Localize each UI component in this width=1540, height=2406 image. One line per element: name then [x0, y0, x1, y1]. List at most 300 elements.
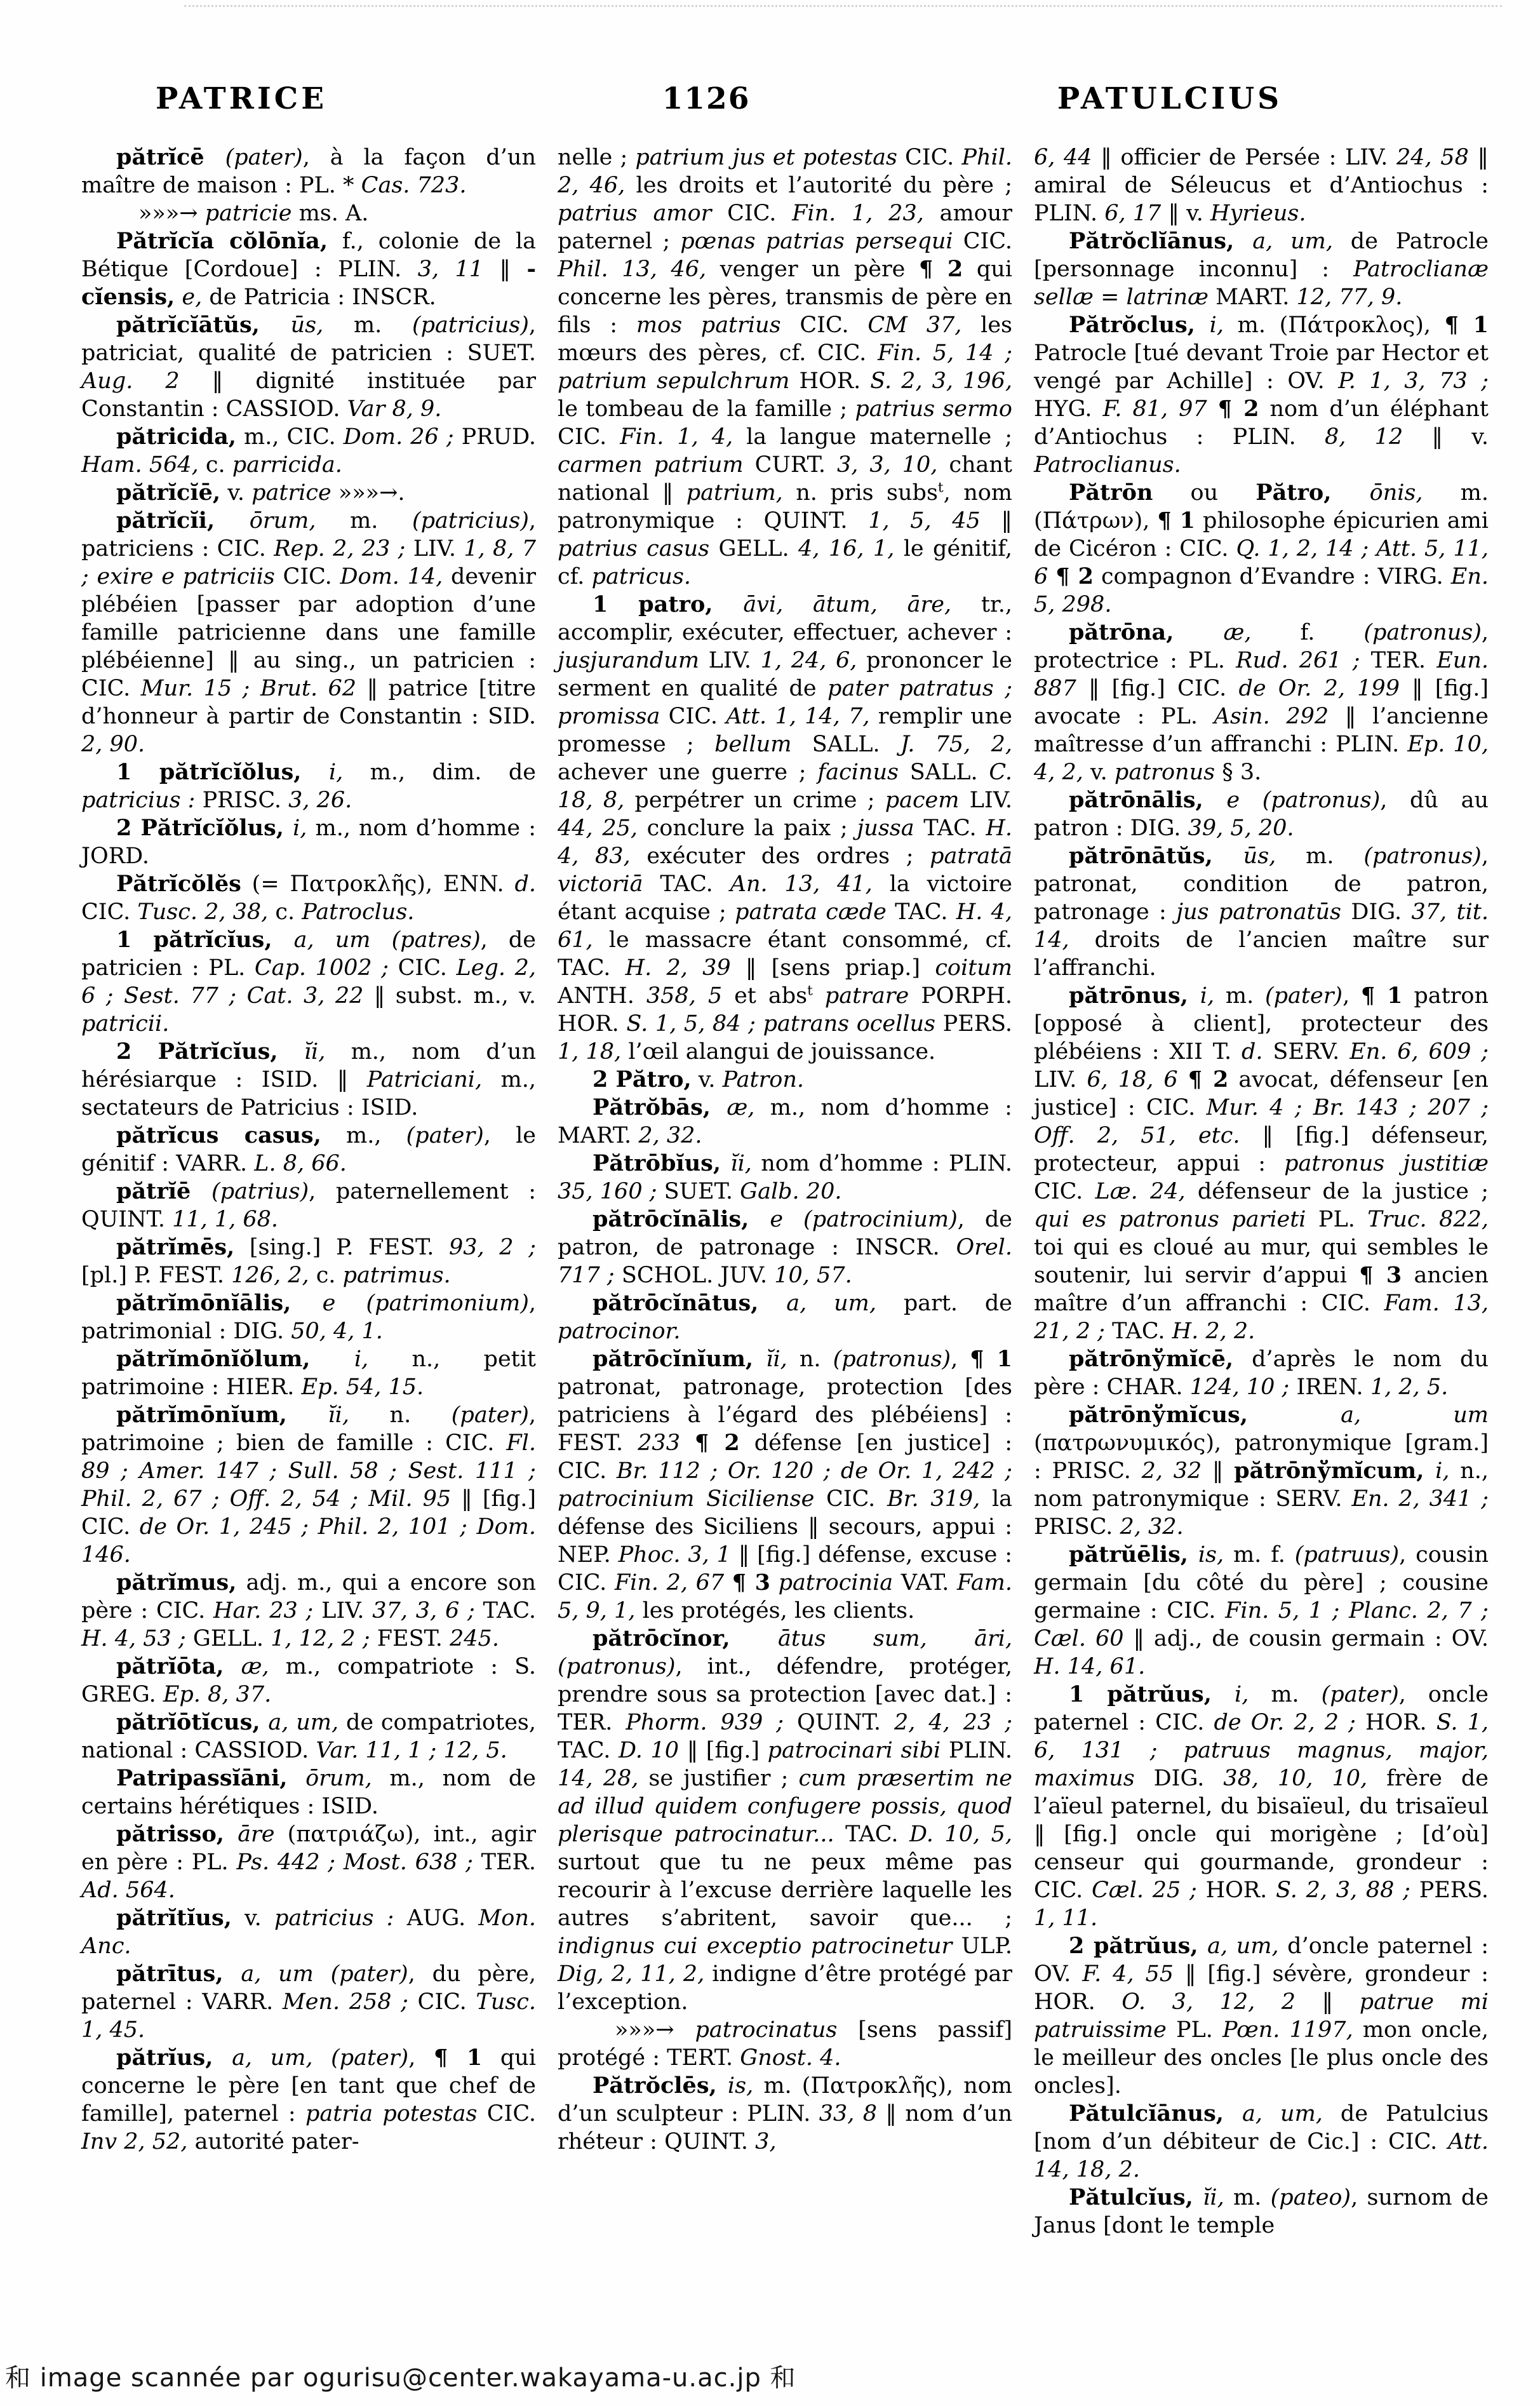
- dictionary-entry: [558, 1345, 1012, 1625]
- text-run: pătrōcĭnālis,: [593, 1206, 770, 1232]
- text-run: de Or. 1, 242 ;: [840, 1458, 1012, 1484]
- text-run: S. 2, 3, 196,: [870, 368, 1012, 394]
- text-run: m., compatriote : S. GREG.: [81, 1654, 536, 1707]
- text-run: le génitif, cf.: [558, 536, 1012, 589]
- text-run: Ham. 564,: [81, 452, 199, 478]
- dictionary-entry: [1034, 2184, 1489, 2240]
- text-run: qui es patronus parieti: [1034, 1207, 1306, 1232]
- text-run: »»»→.: [331, 480, 405, 506]
- dictionary-entry: [81, 311, 536, 423]
- text-run: i,: [1209, 313, 1224, 338]
- dictionary-entry: [81, 1345, 536, 1401]
- text-run: Phorm. 939 ;: [626, 1710, 784, 1735]
- text-run: PERS.: [935, 1011, 1012, 1037]
- text-run: FEST.: [370, 1626, 450, 1651]
- text-run: etc.: [1198, 1123, 1240, 1148]
- text-run: (= Πατροκλῆς), ENN.: [241, 871, 515, 897]
- text-run: ‖ nom d’un rhéteur : QUINT.: [558, 2101, 1012, 2154]
- text-run: patrice: [251, 480, 331, 506]
- text-run: e,: [182, 285, 203, 310]
- text-run: pătrĭmus,: [116, 1569, 237, 1596]
- text-run: [89, 564, 97, 589]
- text-run: philosophe épicurien ami de Cicéron : CIC.: [1034, 508, 1489, 561]
- text-run: ‖ subst. m., v.: [363, 983, 536, 1009]
- text-run: Br. 143 ;: [1313, 1095, 1417, 1120]
- text-run: CIC.: [558, 424, 620, 450]
- dictionary-entry: [81, 423, 536, 479]
- text-run: pœnas patrias persequi: [680, 229, 953, 254]
- text-run: pătrĭtĭus,: [116, 1905, 232, 1931]
- text-run: (pateo): [1270, 2185, 1351, 2210]
- text-run: ūs,: [290, 313, 324, 338]
- text-run: ¶ 1: [1444, 312, 1489, 338]
- text-run: 2, 32.: [638, 1123, 702, 1148]
- text-run: »»»→: [138, 201, 205, 226]
- text-run: la langue maternelle ;: [733, 424, 1013, 450]
- text-run: MART.: [1209, 285, 1297, 310]
- text-run: ātus sum, āri, (patronus): [558, 1626, 1013, 1679]
- text-run: prononcer le serment en qualité de: [558, 648, 1012, 701]
- text-run: ,: [1342, 983, 1362, 1009]
- text-run: [1048, 564, 1055, 589]
- text-run: Dom. 14,: [340, 564, 443, 589]
- text-run: ‖ amiral de Séleucus et d’Antiochus : PLIN.: [1034, 145, 1489, 226]
- text-run: Ps. 442 ;: [236, 1850, 336, 1875]
- text-run: [309, 1514, 318, 1540]
- text-run: Hyrieus.: [1210, 201, 1306, 226]
- text-run: LIV.: [313, 1598, 373, 1623]
- text-run: amour paternel ;: [558, 201, 1012, 254]
- text-run: se justifier ;: [638, 1766, 799, 1791]
- text-run: 2, 32: [1141, 1458, 1202, 1484]
- page-number: 1126: [662, 81, 751, 116]
- text-run: n. pris subs: [782, 480, 938, 506]
- text-run: O. 3, 12, 2: [1122, 1989, 1296, 2015]
- text-run: coitum: [935, 955, 1012, 981]
- text-run: pătrisso,: [116, 1821, 238, 1847]
- text-run: ‖ [fig.] sévère, grondeur : HOR.: [1034, 1961, 1489, 2015]
- text-run: de Or. 1, 245 ;: [139, 1514, 309, 1540]
- text-run: Most. 638 ;: [343, 1850, 473, 1875]
- text-run: pătrōnўmĭcē,: [1069, 1346, 1234, 1372]
- text-run: æ,: [1223, 620, 1252, 645]
- text-run: m. f.: [1224, 1542, 1295, 1568]
- text-run: venger un père: [706, 257, 919, 282]
- text-run: Att. 5, 11, 6: [1034, 536, 1489, 589]
- dictionary-entry: [1034, 227, 1489, 311]
- text-run: Ep. 10, 4, 2,: [1034, 732, 1489, 785]
- text-run: Brut. 62: [260, 676, 357, 701]
- text-run: mos patrius: [636, 313, 781, 338]
- text-run: CIC.: [953, 229, 1013, 254]
- text-run: les droits et l’autorité du père ;: [625, 173, 1012, 198]
- text-run: pătrōcĭnor,: [593, 1625, 779, 1651]
- text-run: Patroclianus.: [1034, 452, 1181, 478]
- text-run: Phil. 13, 46,: [558, 257, 707, 282]
- text-run: t: [937, 480, 944, 496]
- text-run: , surnom de Janus [dont le temple: [1034, 2185, 1489, 2238]
- text-run: patronus: [1114, 760, 1215, 785]
- dictionary-entry: [81, 814, 536, 870]
- text-run: pater patratus ; promissa: [558, 676, 1013, 729]
- text-run: m., nom d’homme : MART.: [558, 1095, 1012, 1148]
- text-run: a, um, (pater): [232, 2045, 409, 2071]
- text-run: ancien maître d’un affranchi : CIC.: [1034, 1263, 1489, 1316]
- text-run: Phil. 2, 101 ;: [318, 1514, 467, 1540]
- dictionary-entry: [558, 1289, 1012, 1345]
- dictionary-entry: [81, 199, 536, 227]
- text-run: pătrōna,: [1069, 619, 1224, 645]
- text-run: ‖: [483, 257, 527, 282]
- dictionary-entry: [81, 1178, 536, 1233]
- text-run: , nom patronymique : QUINT.: [558, 480, 1012, 534]
- text-run: J. 75, 2,: [900, 732, 1012, 757]
- text-run: e (patronus): [1226, 788, 1381, 813]
- text-run: patrocinari sibi: [767, 1738, 941, 1763]
- text-run: v.: [231, 1905, 274, 1931]
- dictionary-entry: [1034, 1932, 1489, 2100]
- text-run: Off. 2, 54 ;: [229, 1486, 359, 1512]
- text-run: (pater): [451, 1402, 529, 1428]
- text-run: ,: [408, 2045, 434, 2071]
- text-run: ¶ 2: [1188, 1066, 1229, 1092]
- text-run: ¶ 3: [1359, 1262, 1402, 1288]
- text-run: TAC.: [1104, 1319, 1172, 1344]
- dictionary-entry: [1034, 1345, 1489, 1401]
- dictionary-entry: [81, 1960, 536, 2044]
- text-run: Truc. 822,: [1367, 1207, 1489, 1232]
- text-run: cum præsertim ne ad illud quidem confugere possis, quod plerisque patrocinatur...: [558, 1766, 1013, 1847]
- text-run: 35, 160 ;: [558, 1179, 657, 1204]
- text-run: Pătrŏbās,: [593, 1094, 727, 1120]
- text-run: Læ. 24,: [1095, 1179, 1186, 1204]
- text-run: PERS.: [1410, 1878, 1489, 1903]
- text-run: Mon. Anc.: [81, 1905, 536, 1959]
- text-run: ‖ l’ancienne maîtresse d’un affranchi : PLIN.: [1034, 704, 1489, 757]
- text-run: [335, 1850, 344, 1875]
- text-run: 207 ;: [1428, 1095, 1489, 1120]
- text-run: PL.: [1166, 2017, 1222, 2043]
- text-run: Dom. 146.: [81, 1514, 536, 1568]
- text-run: carmen patrium: [558, 452, 744, 478]
- text-run: , à la façon d’un maître de maison : PL. *: [81, 145, 536, 198]
- text-run: [718, 1458, 728, 1484]
- text-run: (pater): [406, 1123, 484, 1148]
- text-run: jus patronatūs: [1176, 899, 1342, 925]
- text-run: m.,: [321, 1123, 406, 1148]
- text-run: 6, 17: [1104, 201, 1162, 226]
- text-run: ĭi,: [304, 1039, 326, 1065]
- text-run: ĭi,: [730, 1151, 752, 1176]
- dictionary-entry: [81, 227, 536, 311]
- text-run: LIV.: [699, 648, 761, 673]
- text-run: PRUD.: [453, 424, 537, 450]
- text-run: , de patricien : PL.: [81, 927, 536, 981]
- text-run: GELL.: [185, 1626, 271, 1651]
- dictionary-entry: [81, 1764, 536, 1820]
- text-run: ‖ officier de Persée : LIV.: [1092, 145, 1396, 170]
- text-run: 37,: [1411, 899, 1447, 925]
- text-run: m., CIC.: [236, 424, 344, 450]
- text-run: [236, 983, 246, 1009]
- dictionary-entry: [1034, 1681, 1489, 1932]
- dictionary-entry: [1034, 1401, 1489, 1541]
- text-run: 2, 90.: [81, 732, 145, 757]
- text-run: L. 8, 66.: [254, 1151, 347, 1176]
- text-run: [sens passif] protégé : TERT.: [558, 2017, 1012, 2071]
- text-run: m., sectateurs de Patricius : ISID.: [81, 1067, 536, 1120]
- dictionary-entry: [81, 144, 536, 199]
- text-run: [756, 1011, 763, 1037]
- text-run: Cap. 1002 ;: [254, 955, 389, 981]
- text-run: i,: [1435, 1458, 1450, 1484]
- text-run: patrata cæde: [735, 899, 887, 925]
- dictionary-entry: [558, 1625, 1012, 2016]
- text-run: ou: [1153, 480, 1256, 506]
- text-run: [467, 1514, 477, 1540]
- text-run: Dig, 2, 11, 2,: [558, 1961, 705, 1987]
- text-run: a, um,: [1207, 1933, 1279, 1959]
- text-run: 245.: [450, 1626, 499, 1651]
- text-run: v.: [220, 480, 252, 506]
- text-run: [sing.] P. FEST.: [234, 1235, 450, 1260]
- text-run: Att. 14, 18, 2.: [1034, 2129, 1489, 2182]
- text-run: Pătrŏclus,: [1069, 312, 1210, 338]
- text-run: défense [en justice] : CIC.: [558, 1430, 1013, 1484]
- dictionary-entry: [558, 1150, 1012, 1206]
- text-run: Rud. 261 ;: [1236, 648, 1360, 673]
- text-run: , de patron, de patronage : INSCR.: [558, 1207, 1012, 1260]
- text-run: mon oncle, le meilleur des oncles [le plus oncle des oncles].: [1034, 2017, 1489, 2099]
- text-run: Fam. 5, 9, 1,: [558, 1570, 1012, 1623]
- text-run: HOR.: [1196, 1878, 1276, 1903]
- text-run: 2 Pătro,: [593, 1066, 692, 1092]
- text-run: pătrĭōta,: [116, 1653, 241, 1679]
- text-run: droits de l’ancien maître sur l’affranchi.: [1034, 927, 1489, 981]
- text-run: patricius :: [81, 788, 196, 813]
- text-run: § 3.: [1215, 760, 1262, 785]
- text-run: nom d’homme : PLIN.: [751, 1151, 1012, 1176]
- text-run: 1 patro,: [593, 591, 744, 617]
- text-run: ‖ [fig.] défense, excuse : CIC.: [558, 1542, 1012, 1596]
- text-run: [1158, 1738, 1184, 1763]
- text-run: exire e patriciis: [97, 564, 275, 589]
- text-run: adj. m., qui a encore son père : CIC.: [81, 1570, 536, 1623]
- text-run: Pœn. 1197,: [1222, 2017, 1353, 2043]
- text-run: CM 37,: [867, 313, 962, 338]
- dictionary-entry: [81, 507, 536, 758]
- text-run: 10, 57.: [774, 1263, 852, 1288]
- text-run: »»»→: [615, 2017, 695, 2043]
- text-run: pătrĭcĭātŭs,: [116, 312, 291, 338]
- text-run: m., nom d’homme : JORD.: [81, 816, 536, 869]
- text-run: Patripassĭāni,: [116, 1765, 306, 1791]
- text-run: achever une guerre ;: [558, 760, 818, 785]
- text-run: i,: [354, 1347, 369, 1372]
- text-run: CIC.: [274, 564, 340, 589]
- text-run: de Patrocle [personnage inconnu] :: [1034, 229, 1489, 282]
- text-run: d’après le nom du père : CHAR.: [1034, 1347, 1489, 1400]
- text-run: ¶ 1: [970, 1346, 1012, 1372]
- text-run: TAC.: [886, 899, 956, 925]
- text-run: ‖ [fig.]: [679, 1738, 768, 1763]
- text-run: tr., accomplir, exécuter, effectuer, achever :: [558, 592, 1013, 645]
- scan-credit: 和 image scannée par ogurisu@center.wakayama-u.ac.jp 和: [5, 2363, 796, 2393]
- text-run: H. 4, 53 ;: [81, 1626, 186, 1651]
- text-run: m.: [1224, 2185, 1271, 2210]
- text-run: ULP.: [952, 1933, 1012, 1959]
- text-run: m., nom de certains hérétiques : ISID.: [81, 1766, 536, 1819]
- text-run: ĭi,: [1203, 2185, 1224, 2210]
- text-run: Leg. 2, 6 ;: [81, 955, 536, 1009]
- dictionary-entry: [558, 1066, 1012, 1094]
- text-run: [1302, 1095, 1313, 1120]
- text-run: TAC.: [474, 1598, 536, 1623]
- dictionary-entry: [81, 1653, 536, 1709]
- text-run: Orel. 717 ;: [558, 1235, 1012, 1288]
- dictionary-entry: [81, 1569, 536, 1653]
- text-run: DIG.: [1341, 899, 1412, 925]
- text-run: a, um (patres): [293, 927, 481, 953]
- text-run: toi qui es cloué au mur, qui sembles le soutenir, lui servir d’appui: [1034, 1235, 1489, 1288]
- text-run: Cat. 3, 22: [246, 983, 364, 1009]
- text-run: QUINT.: [784, 1710, 894, 1735]
- text-run: 3, 26.: [288, 788, 352, 813]
- text-run: ¶ 1: [1361, 983, 1403, 1009]
- text-run: pătrōcĭnātus,: [593, 1290, 787, 1316]
- text-run: pătrĭmōnĭum,: [116, 1402, 328, 1428]
- column-2: [558, 144, 1012, 2240]
- text-run: Sest. 111 ;: [408, 1458, 536, 1484]
- text-run: [680, 1430, 695, 1456]
- text-run: pătrĭus,: [116, 2045, 232, 2071]
- text-run: [1369, 536, 1376, 561]
- text-run: LIV.: [959, 788, 1013, 813]
- text-run: (patricius): [412, 508, 529, 534]
- text-run: 24, 58: [1396, 145, 1469, 170]
- text-run: ‖: [980, 508, 1012, 534]
- text-run: 1, 2, 5.: [1370, 1374, 1449, 1400]
- text-run: CIC.: [477, 2101, 536, 2127]
- column-1: [81, 144, 536, 2240]
- text-run: 1, 5, 45: [868, 508, 981, 534]
- text-run: pătrōnus,: [1069, 983, 1200, 1009]
- text-run: n., nom patronymique : SERV.: [1034, 1458, 1489, 1512]
- text-run: 33, 8: [819, 2101, 878, 2127]
- text-run: TAC.: [914, 816, 986, 841]
- text-run: (pater): [225, 145, 303, 170]
- text-run: (patricius): [412, 313, 529, 338]
- text-run: (pater): [1265, 983, 1343, 1009]
- text-run: PLIN.: [941, 1738, 1012, 1763]
- text-run: DIG.: [1134, 1766, 1224, 1791]
- text-run: d.: [1242, 1039, 1263, 1065]
- text-run: compagnon d’Evandre : VIRG.: [1093, 564, 1451, 589]
- text-run: Patroclianæ sellæ = latrinæ: [1034, 257, 1489, 310]
- text-run: ōrum,: [249, 508, 316, 534]
- text-run: [1176, 1123, 1198, 1148]
- text-run: Amer. 147 ;: [139, 1458, 278, 1484]
- text-run: n.: [787, 1347, 833, 1372]
- text-run: patrium sepulchrum: [558, 368, 790, 394]
- text-run: LIV.: [405, 536, 464, 561]
- text-run: [1447, 899, 1456, 925]
- text-run: bellum: [714, 732, 792, 757]
- text-run: frère de l’aïeul paternel, du bisaïeul, du trisaïeul ‖ [fig.] oncle qui morigène ; [d’où] censeur qui gourmande, grondeur : CIC.: [1034, 1766, 1489, 1903]
- text-run: (πατριάζω), int., agir en père : PL.: [81, 1822, 536, 1875]
- text-run: D. 10: [618, 1738, 680, 1763]
- text-run: v.: [691, 1067, 723, 1092]
- text-run: devenir plébéien [passer par adoption d’une famille patricienne dans une famille plébéienne] ‖ au sing., un patricien : CIC.: [81, 564, 537, 701]
- text-run: jussa: [857, 816, 914, 841]
- text-run: a, um,: [1242, 2101, 1323, 2127]
- text-run: patrocinium Siciliense: [558, 1486, 815, 1512]
- dictionary-entry: [1034, 144, 1489, 227]
- dictionary-entry: [81, 1709, 536, 1764]
- text-run: patratā victoriā: [558, 843, 1012, 897]
- text-run: ¶ 1: [1157, 507, 1196, 534]
- text-run: CIC.: [408, 1989, 476, 2015]
- text-run: CIC.: [897, 145, 962, 170]
- text-run: f., colonie de la Bétique [Cordoue] : PLIN.: [81, 229, 536, 282]
- text-run: patrius amor: [558, 201, 712, 226]
- text-run: ‖ [fig.] avocate : PL.: [1034, 676, 1489, 729]
- text-run: m.: [1214, 983, 1265, 1009]
- text-run: m. (Πάτροκλος),: [1223, 313, 1445, 338]
- text-run: TER.: [1360, 648, 1437, 673]
- text-run: 11, 1, 68.: [172, 1207, 279, 1232]
- text-run: 3, 3, 10,: [836, 452, 938, 478]
- scan-artifact-line: [184, 5, 1502, 7]
- text-run: part. de: [876, 1291, 1013, 1316]
- text-run: ‖ v.: [1161, 201, 1210, 226]
- text-run: 1, 11.: [1034, 1905, 1098, 1931]
- text-run: 358, 5: [646, 983, 723, 1009]
- text-run: patria potestas: [305, 2101, 478, 2127]
- text-run: Ep. 8, 37.: [163, 1682, 272, 1707]
- text-run: Patriciani,: [366, 1067, 483, 1092]
- text-run: CIC.: [780, 313, 868, 338]
- text-run: ĭi,: [328, 1402, 349, 1428]
- dictionary-entry: [81, 1401, 536, 1569]
- text-run: Q. 1, 2, 14 ;: [1236, 536, 1369, 561]
- text-run: (patronus): [833, 1347, 951, 1372]
- text-run: En. 6, 609 ;: [1349, 1039, 1489, 1065]
- text-run: F. 81, 97: [1102, 396, 1207, 422]
- text-run: e (patrimonium): [322, 1291, 529, 1316]
- text-run: [724, 1570, 732, 1596]
- text-run: a, um,: [1252, 229, 1333, 254]
- text-run: 2, 32.: [1120, 1514, 1184, 1540]
- text-run: Patron.: [722, 1067, 805, 1092]
- text-run: ‖: [1296, 1989, 1360, 2015]
- text-run: [813, 983, 825, 1009]
- text-run: C. 18, 8,: [558, 760, 1012, 813]
- text-run: SALL.: [898, 760, 989, 785]
- text-run: PRISC.: [195, 788, 289, 813]
- text-run: ms. A.: [291, 201, 369, 226]
- text-run: Cæl. 60: [1034, 1626, 1124, 1651]
- dictionary-entry: [1034, 1541, 1489, 1681]
- text-run: 2, 4, 23 ;: [894, 1710, 1013, 1735]
- text-run: Har. 23 ;: [213, 1598, 314, 1623]
- text-run: Pătrōbĭus,: [593, 1150, 731, 1176]
- text-run: patronat, patronage, protection [des patriciens à l’égard des plébéiens] : FEST.: [558, 1374, 1012, 1456]
- text-run: D. 10, 5,: [909, 1822, 1012, 1847]
- text-run: c.: [309, 1263, 343, 1288]
- text-run: P. 1, 3, 73 ;: [1338, 368, 1489, 394]
- text-run: 6, 18, 6: [1087, 1067, 1178, 1092]
